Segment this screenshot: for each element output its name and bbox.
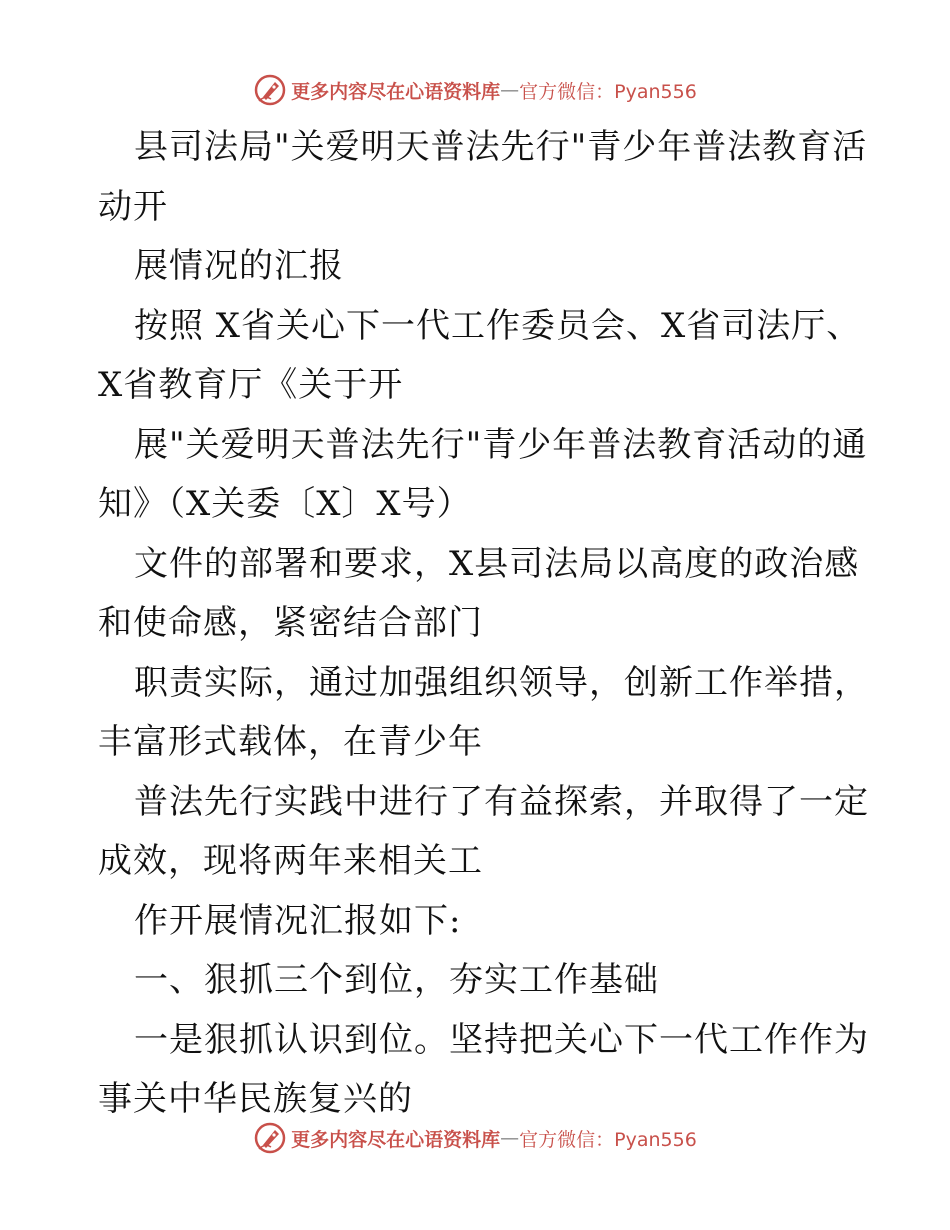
text-line: 普法先行实践中进行了有益探索，并取得了一定	[134, 781, 869, 822]
text-line: 和使命感，紧密结合部门	[98, 603, 483, 643]
text-line: 丰富形式载体，在青少年	[98, 722, 483, 762]
text-line: 事关中华民族复兴的	[98, 1079, 413, 1119]
banner-wechat: 官方微信：Pyan556	[519, 1128, 697, 1151]
banner-site-name: 更多内容尽在心语资料库	[291, 80, 501, 103]
footer-banner	[0, 1118, 950, 1158]
banner-site-name: 更多内容尽在心语资料库	[291, 1128, 501, 1151]
text-line: 职责实际，通过加强组织领导，创新工作举措，	[134, 662, 869, 703]
text-line: 展情况的汇报	[134, 246, 344, 286]
banner-separator: —	[500, 1127, 520, 1149]
pen-nib-logo-icon	[253, 1121, 287, 1155]
document-body	[98, 118, 869, 1130]
text-line: X省教育厅《关于开	[98, 365, 404, 405]
text-line: 动开	[98, 186, 168, 227]
text-line: 文件的部署和要求，X县司法局以高度的政治感	[134, 543, 860, 584]
header-banner	[0, 70, 950, 110]
banner-wechat: 官方微信：Pyan556	[519, 80, 697, 103]
text-line: 按照 X省关心下一代工作委员会、X省司法厅、	[134, 305, 862, 346]
text-line: 知》（X关委〔X〕X号）	[98, 484, 472, 524]
text-line: 县司法局"关爱明天普法先行"青少年普法教育活	[134, 127, 868, 167]
text-line: 成效，现将两年来相关工	[98, 841, 483, 881]
banner-separator: —	[500, 79, 520, 101]
text-line: 作开展情况汇报如下:	[134, 900, 462, 941]
text-line: 展"关爱明天普法先行"青少年普法教育活动的通	[134, 424, 868, 465]
text-line: 一、狠抓三个到位，夯实工作基础	[134, 960, 659, 1000]
pen-nib-logo-icon	[253, 73, 287, 107]
text-line: 一是狠抓认识到位。坚持把关心下一代工作作为	[134, 1019, 869, 1060]
